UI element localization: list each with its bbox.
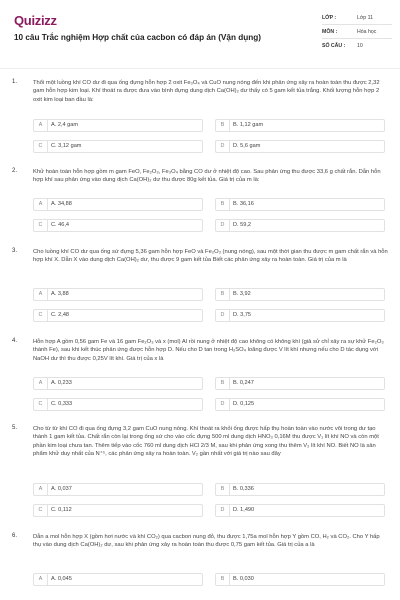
divider — [322, 24, 392, 25]
option-letter: A — [34, 120, 48, 131]
option-letter: D — [216, 220, 230, 231]
option-letter: A — [34, 484, 48, 495]
option-letter: B — [216, 289, 230, 300]
option-text: C. 46,4 — [51, 222, 70, 228]
option-text: D. 3,75 — [233, 312, 252, 318]
option-d[interactable] — [215, 309, 385, 322]
option-text: B. 1,12 gam — [233, 122, 264, 128]
option-c[interactable] — [33, 398, 203, 411]
meta-key: LỚP : — [322, 15, 337, 21]
question-number: 2. — [12, 168, 18, 174]
meta-row-count — [322, 41, 392, 52]
option-letter: B — [216, 574, 230, 585]
option-letter: A — [34, 289, 48, 300]
option-text: A. 34,88 — [51, 201, 72, 207]
option-text: A. 0,045 — [51, 576, 72, 582]
option-letter: C — [34, 310, 48, 321]
option-letter: C — [34, 141, 48, 152]
option-c[interactable] — [33, 504, 203, 517]
option-letter: B — [216, 484, 230, 495]
option-text: D. 1,490 — [233, 507, 255, 513]
option-b[interactable] — [215, 573, 385, 586]
option-text: A. 3,88 — [51, 291, 69, 297]
question-number: 4. — [12, 338, 18, 344]
header — [0, 0, 400, 60]
question-text: Hỗn hợp A gồm 0,56 gam Fe và 16 gam Fe₂O₃ và x (mol) Al rồi nung ở nhiệt độ cao không có không khí (giả sử chỉ xảy ra sự khử Fe₂O₃ thành Fe), sau khi kết thúc phản ứng được hỗn hợp D. Nếu cho D tan trong H₂SO₄ loãng được V lít khí nhưng nếu cho D tác dụng với NaOH dư thì thu được 0,25V lít khí. Giá trị của x là — [33, 339, 384, 362]
option-d[interactable] — [215, 398, 385, 411]
option-text: A. 0,037 — [51, 486, 72, 492]
option-letter: B — [216, 378, 230, 389]
option-a[interactable] — [33, 483, 203, 496]
meta-key: MÔN : — [322, 29, 338, 35]
option-b[interactable] — [215, 483, 385, 496]
meta-row-class — [322, 13, 392, 24]
option-letter: D — [216, 310, 230, 321]
option-text: B. 0,336 — [233, 486, 254, 492]
option-b[interactable] — [215, 288, 385, 301]
option-letter: D — [216, 399, 230, 410]
option-b[interactable] — [215, 198, 385, 211]
option-text: B. 3,92 — [233, 291, 251, 297]
option-letter: A — [34, 199, 48, 210]
question-text: Cho luồng khí CO dư qua ống sứ đựng 5,36 gam hỗn hợp FeO và Fe₂O₃ (nung nóng), sau một thời gian thu được m gam chất rắn và hỗn hợp khí X. Dẫn X vào dung dịch Ca(OH)₂ dư, thu được 9 gam kết tủa Biết các phản ứng xảy ra hoàn toàn. Giá trị của m là — [33, 249, 388, 264]
option-text: B. 0,247 — [233, 380, 254, 386]
option-letter: A — [34, 574, 48, 585]
option-text: A. 2,4 gam — [51, 122, 79, 128]
question-text: Dẫn a mol hỗn hợp X (gồm hơi nước và khí CO₂) qua cacbon nung đỏ, thu được 1,75a mol hỗn hợp Y gồm CO, H₂ và CO₂. Cho Y hấp thụ vào dung dịch Ca(OH)₂ dư, sau khi phản ứng xảy ra hoàn toàn thu được 0,75 gam kết tủa. Giá trị của a là — [33, 534, 380, 549]
option-a[interactable] — [33, 198, 203, 211]
option-d[interactable] — [215, 140, 385, 153]
option-letter: C — [34, 399, 48, 410]
option-b[interactable] — [215, 377, 385, 390]
option-d[interactable] — [215, 219, 385, 232]
option-c[interactable] — [33, 140, 203, 153]
option-text: D. 0,125 — [233, 401, 255, 407]
option-text: B. 0,030 — [233, 576, 254, 582]
option-text: D. 59,2 — [233, 222, 252, 228]
option-letter: C — [34, 505, 48, 516]
option-letter: B — [216, 120, 230, 131]
document-title: 10 câu Trắc nghiệm Hợp chất của cacbon có đáp án (Vận dụng) — [14, 33, 261, 42]
meta-key: SỐ CÂU : — [322, 43, 346, 49]
quizizz-logo: Quizizz — [14, 13, 57, 28]
option-d[interactable] — [215, 504, 385, 517]
divider — [322, 38, 392, 39]
meta-value: Hóa học — [357, 29, 377, 35]
question-number: 3. — [12, 248, 18, 254]
option-c[interactable] — [33, 309, 203, 322]
option-letter: B — [216, 199, 230, 210]
meta-value: 10 — [357, 43, 363, 49]
option-letter: D — [216, 141, 230, 152]
option-c[interactable] — [33, 219, 203, 232]
question-text: Thổi một luồng khí CO dư đi qua ống đựng hỗn hợp 2 oxit Fe₃O₄ và CuO nung nóng đến khi phản ứng xảy ra hoàn toàn thu được 2,32 gam hỗn hợp kim loại. Khí thoát ra được đưa vào bình đựng dung dịch Ca(OH)₂ dư thấy có 5 gam kết tủa trắng. Khối lượng hỗn hợp 2 oxit kim loại ban đầu là: — [33, 80, 380, 103]
option-text: D. 5,6 gam — [233, 143, 261, 149]
option-letter: D — [216, 505, 230, 516]
option-a[interactable] — [33, 377, 203, 390]
option-text: C. 3,12 gam — [51, 143, 82, 149]
question-text: Khử hoàn toàn hỗn hợp gồm m gam FeO, Fe₂O₃, Fe₃O₄ bằng CO dư ở nhiệt độ cao. Sau phản ứng thu được 33,6 g chất rắn. Dẫn hỗn hợp khí sau phản ứng vào dung dịch Ca(OH)₂ dư thu được 80g kết tủa. Giá trị của m là: — [33, 169, 381, 184]
meta-value: Lớp 11 — [357, 15, 373, 21]
question-text: Cho từ từ khí CO đi qua ống đựng 3,2 gam CuO nung nóng. Khí thoát ra khỏi ống được hấp thụ hoàn toàn vào nước vôi trong dư tạo thành 1 gam kết tủa. Chất rắn còn lại trong ống sứ cho vào cốc đựng 500 ml dung dịch HNO₃ 0,16M thu được V₁ lít khí NO và còn một phần kim loại chưa tan. Thêm tiếp vào cốc 760 ml dung dịch HCl 2/3 M, sau khi phản ứng xong thu thêm V₂ lít khí NO. Biết NO là sản phẩm khử duy nhất của N⁺⁵, các phản ứng xảy ra hoàn toàn. V₂ gần nhất với giá trị nào sau đây — [33, 426, 379, 458]
option-text: C. 0,112 — [51, 507, 72, 513]
option-letter: C — [34, 220, 48, 231]
option-a[interactable] — [33, 288, 203, 301]
option-a[interactable] — [33, 119, 203, 132]
option-a[interactable] — [33, 573, 203, 586]
option-b[interactable] — [215, 119, 385, 132]
question-number: 6. — [12, 533, 18, 539]
option-text: A. 0,233 — [51, 380, 72, 386]
question-number: 5. — [12, 425, 18, 431]
option-text: C. 0,333 — [51, 401, 73, 407]
question-number: 1. — [12, 79, 18, 85]
option-text: B. 36,16 — [233, 201, 254, 207]
option-letter: A — [34, 378, 48, 389]
header-divider — [0, 68, 400, 69]
meta-row-subject — [322, 27, 392, 38]
option-text: C. 2,48 — [51, 312, 70, 318]
